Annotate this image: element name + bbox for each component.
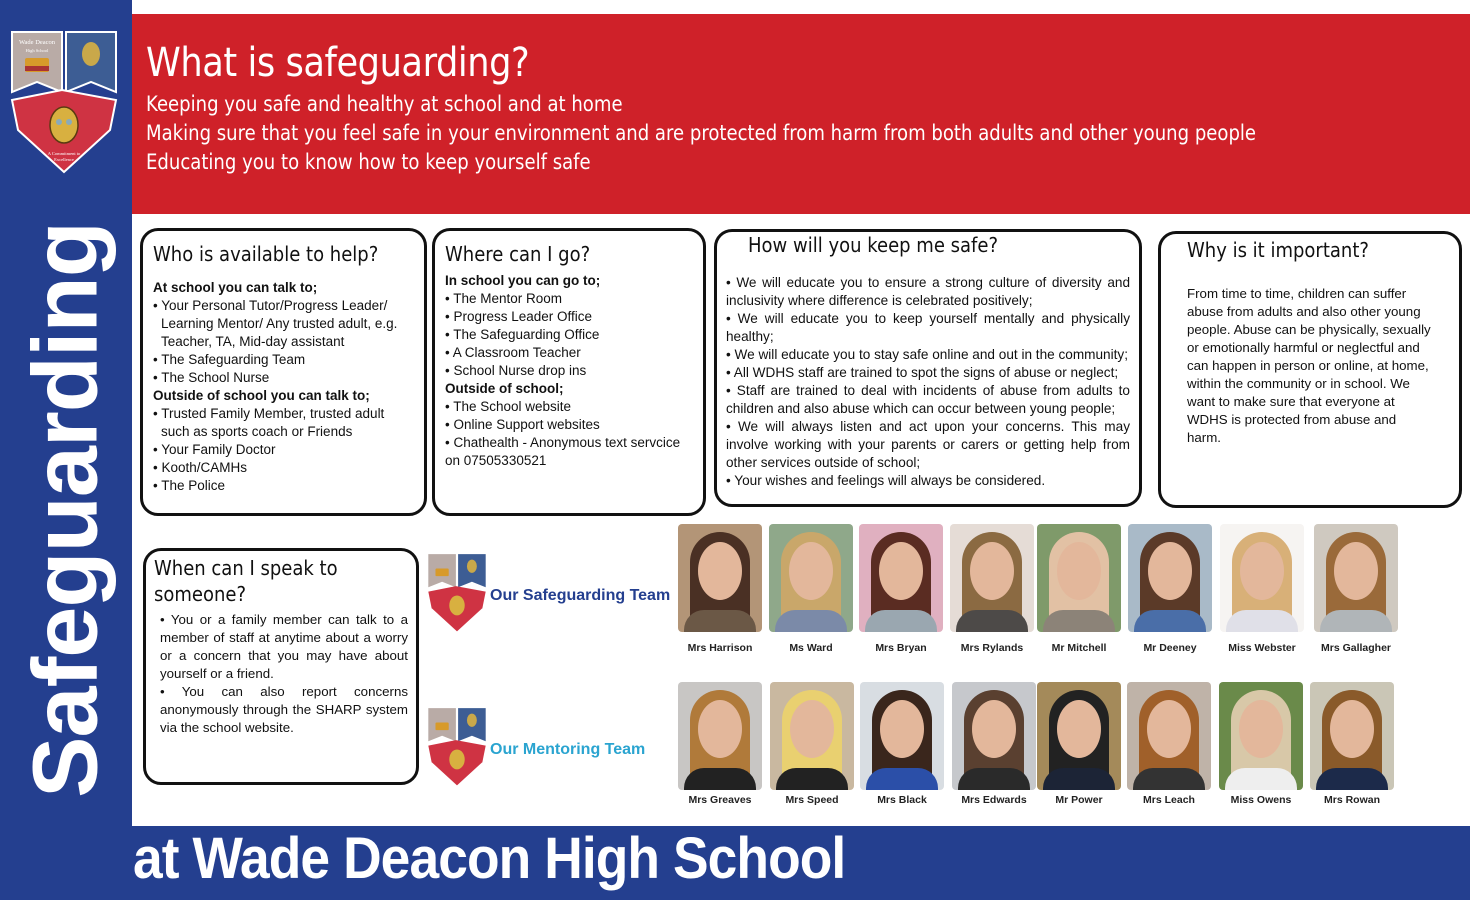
card-who-can-help xyxy=(140,228,427,516)
staff-photo xyxy=(1037,682,1121,790)
list-item: • We will educate you to stay safe online and out in the community; xyxy=(726,347,1128,362)
list-item: • The School website xyxy=(445,399,572,414)
list-item: • School Nurse drop ins xyxy=(445,363,587,378)
list-item: • You or a family member can talk to a member of staff at anytime about a worry or a concern that you may have about yourself or a friend. xyxy=(160,612,408,681)
mentoring-team-label: Our Mentoring Team xyxy=(490,741,646,758)
staff-card xyxy=(678,524,762,654)
list-item: • Progress Leader Office xyxy=(445,309,593,324)
hero-line: Keeping you safe and healthy at school and at home xyxy=(146,92,623,116)
list-item: • The Safeguarding Office xyxy=(445,327,600,342)
staff-photo xyxy=(1037,524,1121,632)
school-crest-icon xyxy=(427,553,487,633)
staff-photo xyxy=(950,524,1034,632)
staff-photo xyxy=(1127,682,1211,790)
section-heading: Outside of school you can talk to; xyxy=(153,388,370,403)
card-title: How will you keep me safe? xyxy=(748,233,999,257)
svg-text:A Commitment to: A Commitment to xyxy=(47,151,81,156)
card-title: Where can I go? xyxy=(445,242,591,266)
staff-name: Miss Owens xyxy=(1230,794,1292,806)
staff-name: Mrs Edwards xyxy=(961,794,1027,806)
hero-line: Educating you to know how to keep yourself safe xyxy=(146,150,591,174)
vertical-title: Safeguarding xyxy=(14,222,117,798)
staff-photo xyxy=(860,682,944,790)
list-item: • The School Nurse xyxy=(153,370,270,385)
list-item: • The Mentor Room xyxy=(445,291,563,306)
card-title: Who is available to help? xyxy=(153,242,379,266)
safeguarding-team-label: Our Safeguarding Team xyxy=(490,587,671,604)
hero-banner xyxy=(132,14,1470,214)
staff-photo xyxy=(1220,524,1304,632)
card-where-can-i-go xyxy=(432,228,706,516)
list-item: such as sports coach or Friends xyxy=(161,424,353,439)
staff-card xyxy=(1220,524,1304,654)
card-when-speak xyxy=(143,548,419,785)
staff-card xyxy=(1219,682,1303,806)
staff-name: Miss Webster xyxy=(1228,642,1296,654)
card-why-important xyxy=(1158,231,1462,508)
school-crest-icon xyxy=(10,30,118,175)
list-item: • Your wishes and feelings will always be considered. xyxy=(726,473,1046,488)
staff-photo xyxy=(859,524,943,632)
staff-card xyxy=(769,524,853,654)
staff-name: Mrs Rowan xyxy=(1323,794,1380,806)
list-item: • We will educate you to keep yourself mentally and physically healthy; xyxy=(726,311,1130,344)
staff-photo xyxy=(769,524,853,632)
list-item: • Kooth/CAMHs xyxy=(153,460,248,475)
list-item: Learning Mentor/ Any trusted adult, e.g. xyxy=(161,316,398,331)
staff-name: Mr Power xyxy=(1055,794,1103,806)
staff-photo xyxy=(678,682,762,790)
staff-card xyxy=(1128,524,1212,654)
staff-photo xyxy=(678,524,762,632)
staff-name: Mrs Black xyxy=(877,794,927,806)
staff-card xyxy=(1037,682,1121,806)
svg-text:Excellence: Excellence xyxy=(54,157,74,162)
list-item: • Chathealth - Anonymous text servcice on 07505330521 xyxy=(445,435,681,468)
list-item: • Staff are trained to deal with incidents of abuse from adults to children and also abuse which can occur between young people; xyxy=(726,383,1130,416)
staff-photo xyxy=(1128,524,1212,632)
card-title: When can I speak to someone? xyxy=(154,556,338,606)
staff-name: Mrs Rylands xyxy=(960,642,1024,654)
footer-title: at Wade Deacon High School xyxy=(133,826,846,891)
list-item: • Your Personal Tutor/Progress Leader/ xyxy=(153,298,388,313)
list-item: • Online Support websites xyxy=(445,417,600,432)
staff-card xyxy=(678,682,762,806)
card-body: From time to time, children can suffer abuse from adults and also other young people. Abuse can be physically, sexually or emotionally harmful or neglectful and can happen in person or online, at home, within the community or in school. We want to make sure that everyone at WDHS is protected from abuse and harm. xyxy=(1187,286,1431,445)
svg-text:High School: High School xyxy=(25,48,49,53)
staff-name: Mrs Gallagher xyxy=(1320,642,1392,654)
staff-card xyxy=(859,524,943,654)
section-heading: Outside of school; xyxy=(445,381,564,396)
school-crest-icon xyxy=(427,707,487,787)
staff-name: Mrs Bryan xyxy=(875,642,927,654)
staff-name: Mrs Leach xyxy=(1143,794,1195,806)
staff-photo xyxy=(1310,682,1394,790)
list-item: • Trusted Family Member, trusted adult xyxy=(153,406,385,421)
list-item: • We will educate you to ensure a strong culture of diversity and inclusivity where difference is celebrated positively; xyxy=(726,275,1130,308)
staff-name: Mrs Harrison xyxy=(687,642,753,654)
hero-line: Making sure that you feel safe in your environment and are protected from harm from both adults and other young people xyxy=(146,121,1257,145)
list-item: • You can also report concerns anonymously through the SHARP system via the school website. xyxy=(160,684,408,735)
list-item: • We will always listen and act upon your concerns. This may involve working with your parents or carers or getting help from other services outside of school; xyxy=(726,419,1130,470)
card-title: Why is it important? xyxy=(1187,238,1369,262)
staff-name: Mr Mitchell xyxy=(1051,642,1107,654)
staff-card xyxy=(860,682,944,806)
list-item: • The Safeguarding Team xyxy=(153,352,306,367)
staff-card xyxy=(770,682,854,806)
list-item: • All WDHS staff are trained to spot the signs of abuse or neglect; xyxy=(726,365,1119,380)
staff-photo xyxy=(1219,682,1303,790)
staff-photo xyxy=(770,682,854,790)
staff-name: Mr Deeney xyxy=(1143,642,1197,654)
staff-card xyxy=(950,524,1034,654)
hero-title: What is safeguarding? xyxy=(146,40,530,86)
staff-name: Ms Ward xyxy=(789,642,833,654)
staff-name: Mrs Speed xyxy=(785,794,839,806)
staff-card xyxy=(1314,524,1398,654)
card-how-keep-safe xyxy=(714,229,1142,507)
hero-lines xyxy=(146,90,1437,177)
staff-name: Mrs Greaves xyxy=(688,794,752,806)
svg-text:Wade Deacon: Wade Deacon xyxy=(18,39,56,46)
staff-card xyxy=(952,682,1036,806)
staff-card xyxy=(1127,682,1211,806)
section-heading: In school you can go to; xyxy=(445,273,601,288)
staff-photo xyxy=(1314,524,1398,632)
section-heading: At school you can talk to; xyxy=(153,280,318,295)
list-item: • Your Family Doctor xyxy=(153,442,276,457)
list-item: • The Police xyxy=(153,478,226,493)
staff-card xyxy=(1037,524,1121,654)
list-item: • A Classroom Teacher xyxy=(445,345,581,360)
list-item: Teacher, TA, Mid-day assistant xyxy=(161,334,345,349)
staff-photo xyxy=(952,682,1036,790)
staff-card xyxy=(1310,682,1394,806)
